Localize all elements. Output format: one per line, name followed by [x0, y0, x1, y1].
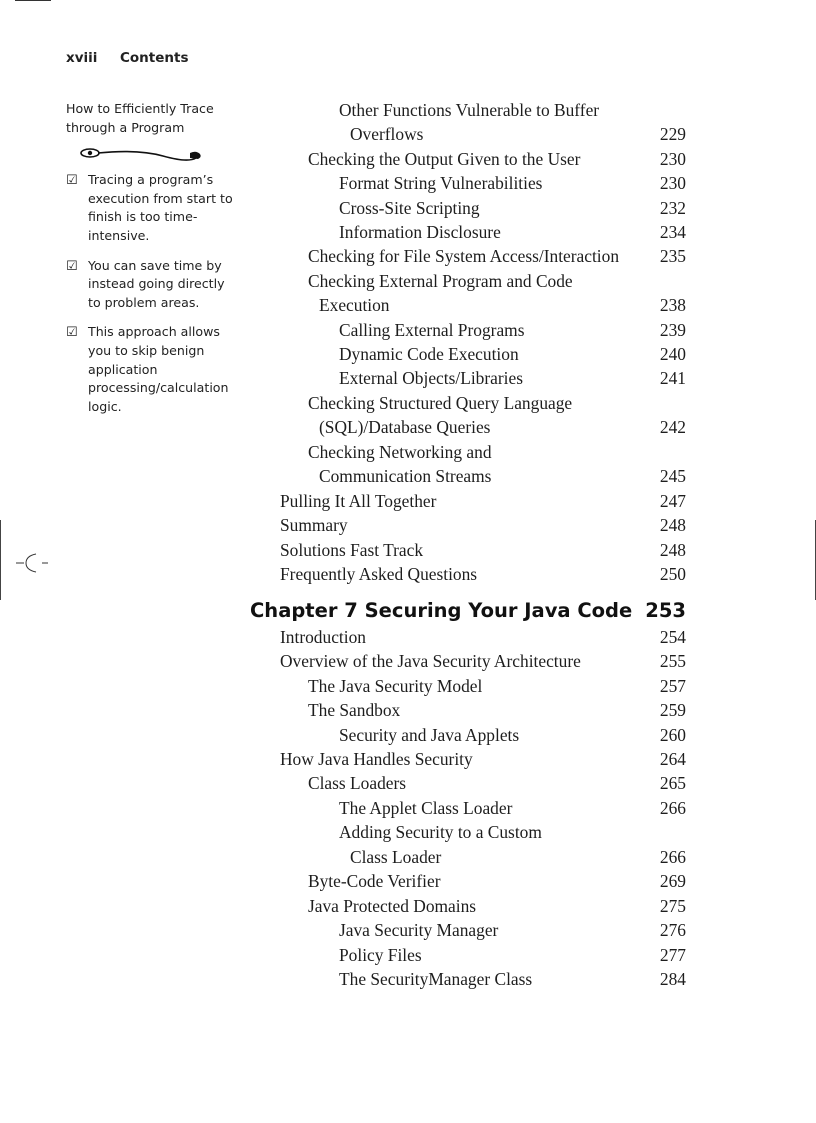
- toc-page-number: 264: [659, 749, 686, 769]
- toc-entry: External Objects/Libraries: [339, 368, 523, 388]
- toc-page-number: 269: [659, 871, 686, 891]
- chapter-heading: Chapter 7 Securing Your Java Code: [250, 599, 633, 622]
- toc-entry: Byte-Code Verifier: [308, 871, 441, 891]
- toc-page-number: 266: [659, 798, 686, 818]
- toc-entry: The SecurityManager Class: [339, 969, 533, 989]
- toc-page-number: 284: [659, 969, 686, 989]
- toc-page-number: 255: [659, 651, 686, 671]
- checkbox-icon: ☑: [66, 325, 78, 341]
- toc-entry: Checking for File System Access/Interaction: [308, 246, 620, 266]
- left-crop-mark: [0, 520, 1, 600]
- toc-page-number: 259: [659, 700, 686, 720]
- toc-entry: The Sandbox: [308, 700, 401, 720]
- toc-entry: Pulling It All Together: [280, 491, 437, 511]
- toc-entry: Checking Structured Query Language: [308, 393, 573, 413]
- toc-entry: The Applet Class Loader: [339, 798, 513, 818]
- toc-page-number: 265: [659, 773, 686, 793]
- sidebar-bullet: ☑ This approach allows you to skip benign application processing/calculation logic.: [66, 324, 229, 414]
- registration-mark-icon: [12, 550, 52, 576]
- toc-entry: Frequently Asked Questions: [280, 564, 478, 584]
- toc-entry: Policy Files: [339, 945, 422, 965]
- toc-entry: Summary: [280, 515, 348, 535]
- toc-entry: The Java Security Model: [308, 676, 483, 696]
- toc-entry: Checking Networking and: [308, 442, 492, 462]
- toc-entry: Class Loaders: [308, 773, 407, 793]
- toc-entry: Overflows: [350, 124, 424, 144]
- checkbox-icon: ☑: [66, 173, 78, 189]
- toc-page-number: 250: [659, 564, 686, 584]
- toc-page-number: 229: [659, 124, 686, 144]
- toc-page-number: 234: [659, 222, 686, 242]
- toc-entry: Communication Streams: [319, 466, 492, 486]
- toc-entry: Information Disclosure: [339, 222, 501, 242]
- toc-entry: Java Protected Domains: [308, 896, 477, 916]
- toc-page-number: 277: [659, 945, 686, 965]
- toc-page-number: 239: [659, 320, 686, 340]
- sidebar-bullet: ☑ You can save time by instead going directly to problem areas.: [66, 257, 225, 310]
- toc-page-number: 240: [659, 344, 686, 364]
- checkbox-icon: ☑: [66, 258, 78, 274]
- toc-page-number: 257: [659, 676, 686, 696]
- toc-page-number: 248: [659, 540, 686, 560]
- toc-page-number: 241: [659, 368, 686, 388]
- toc-page-number: 235: [659, 246, 686, 266]
- section-title: Contents: [120, 50, 189, 66]
- toc-entry: Introduction: [280, 627, 366, 647]
- toc-page-number: 232: [659, 198, 686, 218]
- chapter-page-number: 253: [645, 599, 686, 622]
- toc-page-number: 266: [659, 847, 686, 867]
- toc-page-number: 275: [659, 896, 686, 916]
- toc-page-number: 230: [659, 149, 686, 169]
- toc-entry: Execution: [319, 295, 390, 315]
- toc-entry: (SQL)/Database Queries: [319, 417, 491, 437]
- page-number: xviii: [66, 50, 98, 66]
- sidebar-bullet: ☑ Tracing a program’s execution from start to finish is too time-intensive.: [66, 172, 233, 243]
- toc-page-number: 248: [659, 515, 686, 535]
- toc-entry: Java Security Manager: [339, 920, 499, 940]
- toc-entry: Class Loader: [350, 847, 442, 867]
- toc-page-number: 245: [659, 466, 686, 486]
- toc-page-number: 254: [659, 627, 686, 647]
- toc-entry: Adding Security to a Custom: [339, 822, 542, 842]
- toc-entry: Solutions Fast Track: [280, 540, 424, 560]
- toc-page-number: 242: [659, 417, 686, 437]
- toc-page-number: 247: [659, 491, 686, 511]
- toc-page-number: 238: [659, 295, 686, 315]
- toc-page-number: 260: [659, 725, 686, 745]
- toc-page-number: 276: [659, 920, 686, 940]
- toc-entry: How Java Handles Security: [280, 749, 473, 769]
- toc-entry: Format String Vulnerabilities: [339, 173, 543, 193]
- toc-entry: Overview of the Java Security Architecture: [280, 651, 581, 671]
- toc-entry: Calling External Programs: [339, 320, 525, 340]
- toc-entry: Cross-Site Scripting: [339, 198, 480, 218]
- sidebar-title: How to Efficiently Trace through a Program: [66, 101, 214, 135]
- toc-page-number: 230: [659, 173, 686, 193]
- toc-entry: Other Functions Vulnerable to Buffer: [339, 100, 600, 120]
- toc-entry: Security and Java Applets: [339, 725, 520, 745]
- toc-entry: Checking External Program and Code: [308, 271, 573, 291]
- toc-entry: Checking the Output Given to the User: [308, 149, 581, 169]
- toc-entry: Dynamic Code Execution: [339, 344, 519, 364]
